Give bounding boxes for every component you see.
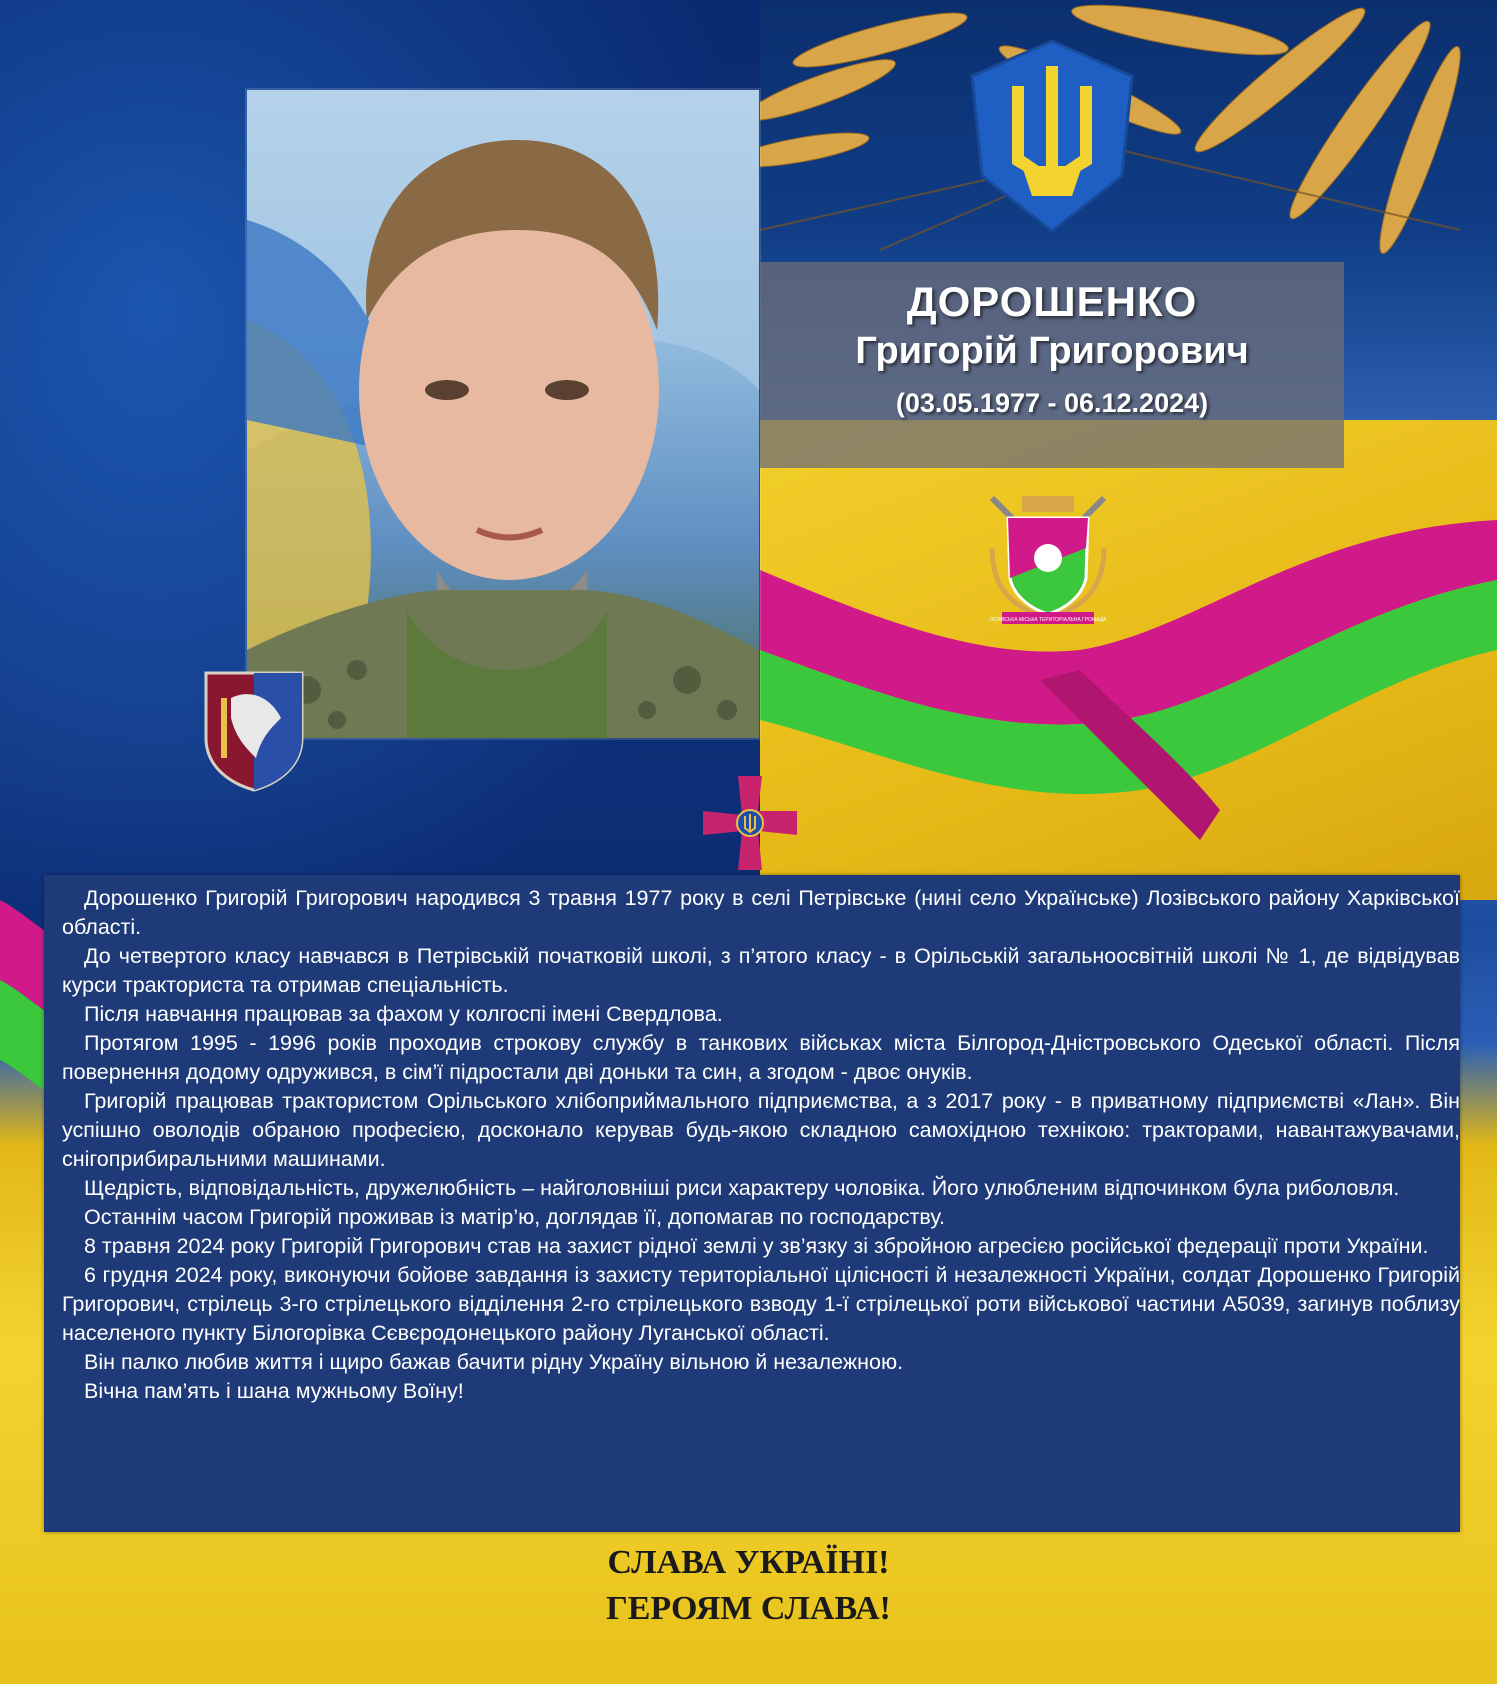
bio-paragraph: Дорошенко Григорій Григорович народився 3 травня 1977 року в селі Петрівське (нині село Українське) Лозівського району Харківської області. — [62, 886, 1460, 939]
given-names: Григорій Григорович — [855, 330, 1249, 372]
bio-paragraph: 8 травня 2024 року Григорій Григорович став на захист рідної землі у зв’язку зі збройною агресією російської федерації проти України. — [84, 1234, 1429, 1258]
slogan-line-2: ГЕРОЯМ СЛАВА! — [606, 1590, 891, 1627]
bio-paragraph: Вічна пам’ять і шана мужньому Воїну! — [84, 1379, 464, 1403]
life-dates: (03.05.1977 - 06.12.2024) — [895, 388, 1209, 418]
bio-paragraph: Останнім часом Григорій проживав із матір’ю, доглядав її, допомагав по господарству. — [84, 1205, 945, 1229]
surname: ДОРОШЕНКО — [906, 278, 1198, 325]
biography-text — [62, 884, 1460, 1406]
slogan-line-1: СЛАВА УКРАЇНІ! — [607, 1544, 890, 1581]
brigade-shield-icon — [201, 668, 307, 792]
bio-paragraph: Після навчання працював за фахом у колгоспі імені Свердлова. — [84, 1002, 723, 1026]
bio-paragraph: До четвертого класу навчався в Петрівській початковій школі, з п’ятого класу - в Орільській загальноосвітній школі № 1, де відвідував курси тракториста та отримав спеціальність. — [62, 944, 1460, 997]
bio-paragraph: Щедрість, відповідальність, дружелюбність – найголовніші риси характеру чоловіка. Його улюбленим відпочинком була риболовля. — [84, 1176, 1400, 1200]
bio-paragraph: 6 грудня 2024 року, виконуючи бойове завдання із захисту територіальної цілісності й незалежності України, солдат Дорошенко Григорій Григорович, стрілець 3-го стрілецького відділення 2-го стрілецького взводу 1-ї стрілецької роти військової частини А5039, загинув поблизу населеного пункту Білогорівка Сєвєродонецького району Луганської області. — [62, 1263, 1460, 1345]
military-cross-icon — [703, 776, 797, 870]
municipal-banner-text: ЛОЗІВСЬКА МІСЬКА ТЕРИТОРІАЛЬНА ГРОМАДА — [989, 617, 1107, 623]
bio-paragraph: Григорій працював трактористом Орільського хлібоприймального підприємства, а з 2017 року - в приватному підприємстві «Лан». Він успішно оволодів обраною професією, досконало керував будь-якою складною самохідною технікою: тракторами, навантажувачами, снігоприбиральними машинами. — [62, 1089, 1460, 1171]
portrait-icon — [247, 90, 759, 738]
bio-paragraph: Протягом 1995 - 1996 років проходив строкову службу в танкових військах міста Білгород-Дністровського Одеської області. Після повернення додому одружився, в сім’ї підростали дві доньки та син, а згодом - двоє онуків. — [62, 1031, 1460, 1084]
portrait-photo — [247, 90, 759, 738]
municipal-coat-of-arms-icon — [982, 488, 1114, 628]
trident-emblem-icon — [952, 36, 1152, 236]
bio-paragraph: Він палко любив життя і щиро бажав бачити рідну Україну вільною й незалежною. — [84, 1350, 904, 1374]
